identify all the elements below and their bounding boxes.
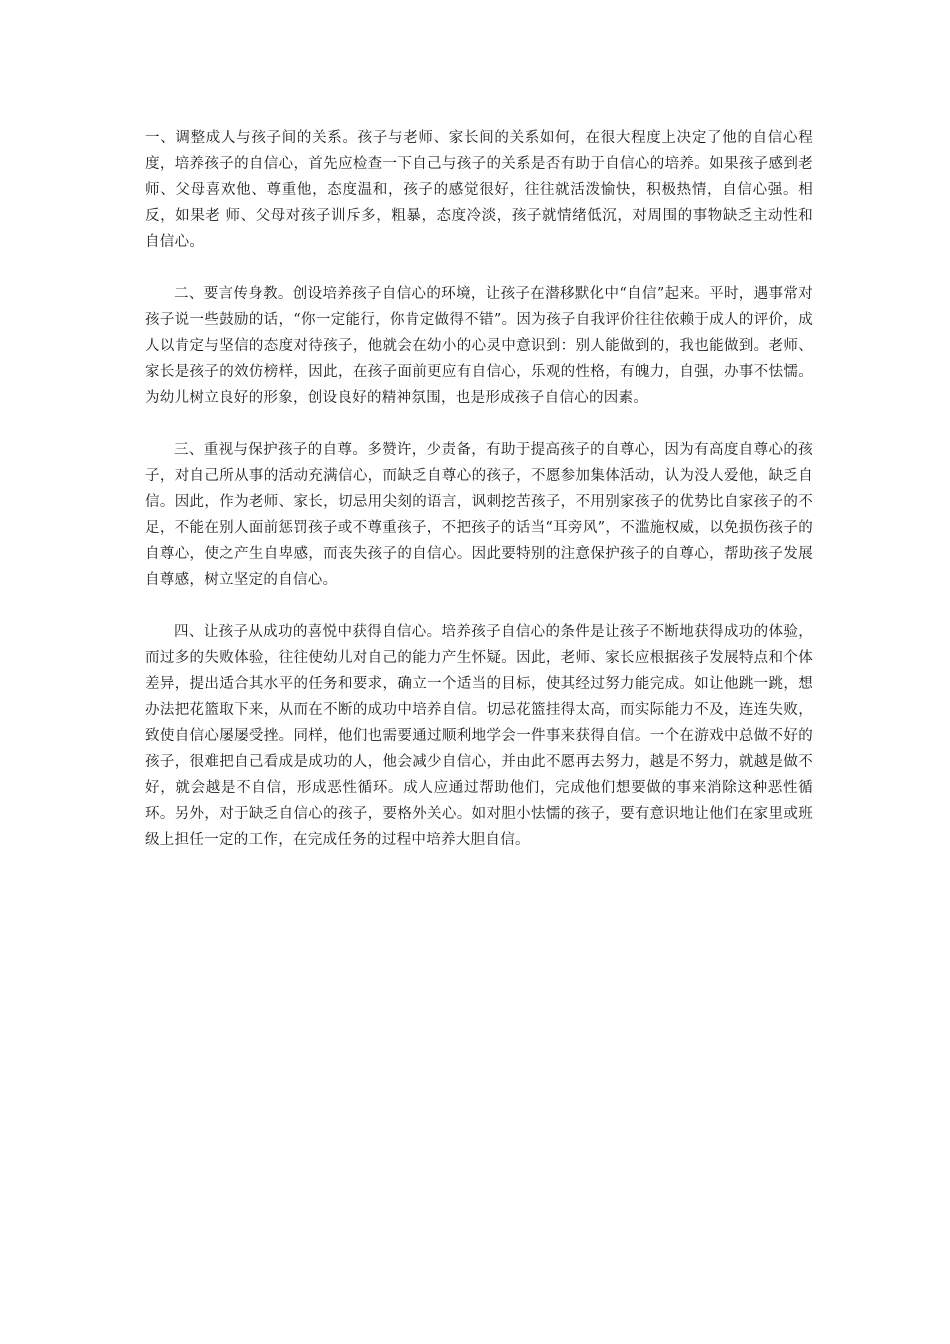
paragraph-4: 四、让孩子从成功的喜悦中获得自信心。培养孩子自信心的条件是让孩子不断地获得成功的体验，而过多的失败体验，往往使幼儿对自己的能力产生怀疑。因此，老师、家长应根据孩子发展特点和个体差异，提出适合其水平的任务和要求，确立一个适当的目标，使其经过努力能完成。如让他跳一跳，想办法把花篮取下来，从而在不断的成功中培养自信。切忌花篮挂得太高，而实际能力不及，连连失败，致使自信心屡屡受挫。同样，他们也需要通过顺利地学会一件事来获得自信。一个在游戏中总做不好的孩子，很难把自己看成是成功的人，他会减少自信心，并由此不愿再去努力，越是不努力，就越是做不好，就会越是不自信，形成恶性循环。成人应通过帮助他们，完成他们想要做的事来消除这种恶性循环。另外，对于缺乏自信心的孩子，要格外关心。如对胆小怯懦的孩子，要有意识地让他们在家里或班级上担任一定的工作，在完成任务的过程中培养大胆自信。 xyxy=(145,624,813,848)
document-body xyxy=(145,125,813,879)
paragraph-2: 二、要言传身教。创设培养孩子自信心的环境，让孩子在潜移默化中“自信”起来。平时，遇事常对孩子说一些鼓励的话，“你一定能行，你肯定做得不错”。因为孩子自我评价往往依赖于成人的评价，成人以肯定与坚信的态度对待孩子，他就会在幼小的心灵中意识到：别人能做到的，我也能做到。老师、家长是孩子的效仿榜样，因此，在孩子面前更应有自信心，乐观的性格，有魄力，自强，办事不怯懦。为幼儿树立良好的形象，创设良好的精神氛围，也是形成孩子自信心的因素。 xyxy=(145,286,813,406)
paragraph-1: 一、调整成人与孩子间的关系。孩子与老师、家长间的关系如何，在很大程度上决定了他的自信心程度，培养孩子的自信心，首先应检查一下自己与孩子的关系是否有助于自信心的培养。如果孩子感到老师、父母喜欢他、尊重他，态度温和，孩子的感觉很好，往往就活泼愉快，积极热情，自信心强。相反，如果老 师、父母对孩子训斥多，粗暴，态度冷淡，孩子就情绪低沉，对周围的事物缺乏主动性和自信心。 xyxy=(145,130,813,250)
paragraph-3: 三、重视与保护孩子的自尊。多赞许，少责备，有助于提高孩子的自尊心，因为有高度自尊心的孩子，对自己所从事的活动充满信心，而缺乏自尊心的孩子，不愿参加集体活动，认为没人爱他，缺乏自信。因此，作为老师、家长，切忌用尖刻的语言，讽刺挖苦孩子，不用别家孩子的优势比自家孩子的不足，不能在别人面前惩罚孩子或不尊重孩子，不把孩子的话当“耳旁风”，不滥施权威，以免损伤孩子的自尊心，使之产生自卑感，而丧失孩子的自信心。因此要特别的注意保护孩子的自尊心，帮助孩子发展自尊感，树立坚定的自信心。 xyxy=(145,442,813,588)
